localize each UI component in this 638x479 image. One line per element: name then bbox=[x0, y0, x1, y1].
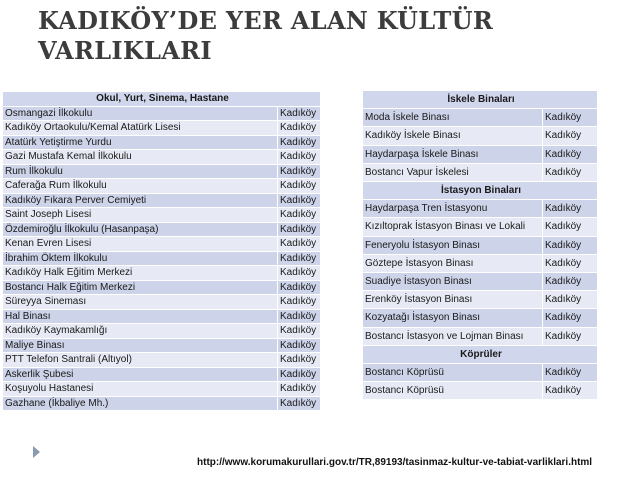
buildings-table bbox=[362, 90, 598, 400]
table-row bbox=[3, 237, 321, 252]
building-name-cell: Hal Binası bbox=[3, 309, 278, 324]
table-row bbox=[363, 145, 598, 163]
district-cell: Kadıköy bbox=[278, 396, 321, 411]
section-header: Köprüler bbox=[363, 345, 598, 363]
table-row bbox=[3, 135, 321, 150]
district-cell: Kadıköy bbox=[278, 324, 321, 339]
building-name-cell: PTT Telefon Santrali (Altıyol) bbox=[3, 353, 278, 368]
building-name-cell: Kadıköy Ortaokulu/Kemal Atatürk Lisesi bbox=[3, 121, 278, 136]
district-cell: Kadıköy bbox=[543, 218, 598, 236]
table-row bbox=[363, 218, 598, 236]
building-name-cell: Askerlik Şubesi bbox=[3, 367, 278, 382]
building-name-cell: Maliye Binası bbox=[3, 338, 278, 353]
district-cell: Kadıköy bbox=[278, 179, 321, 194]
table-row bbox=[363, 109, 598, 127]
district-cell: Kadıköy bbox=[543, 127, 598, 145]
section-header-row bbox=[363, 345, 598, 363]
table-row bbox=[3, 295, 321, 310]
building-name-cell: Gazhane (İkbaliye Mh.) bbox=[3, 396, 278, 411]
table-row bbox=[363, 364, 598, 382]
building-name-cell: Bostancı İstasyon ve Lojman Binası bbox=[363, 327, 543, 345]
district-cell: Kadıköy bbox=[278, 237, 321, 252]
section-header-row bbox=[363, 182, 598, 200]
table-row bbox=[363, 163, 598, 181]
district-cell: Kadıköy bbox=[278, 121, 321, 136]
district-cell: Kadıköy bbox=[278, 164, 321, 179]
table-row bbox=[3, 396, 321, 411]
table-row bbox=[3, 179, 321, 194]
district-cell: Kadıköy bbox=[278, 309, 321, 324]
district-cell: Kadıköy bbox=[543, 291, 598, 309]
table-row bbox=[3, 106, 321, 121]
district-cell: Kadıköy bbox=[543, 273, 598, 291]
building-name-cell: Suadiye İstasyon Binası bbox=[363, 273, 543, 291]
table-row bbox=[3, 150, 321, 165]
building-name-cell: Saint Joseph Lisesi bbox=[3, 208, 278, 223]
district-cell: Kadıköy bbox=[278, 135, 321, 150]
building-name-cell: Haydarpaşa Tren İstasyonu bbox=[363, 200, 543, 218]
district-cell: Kadıköy bbox=[278, 295, 321, 310]
table-row bbox=[3, 208, 321, 223]
building-name-cell: İbrahim Öktem İlkokulu bbox=[3, 251, 278, 266]
table-row bbox=[3, 367, 321, 382]
district-cell: Kadıköy bbox=[543, 382, 598, 400]
building-name-cell: Süreyya Sineması bbox=[3, 295, 278, 310]
page-title-line-1: KADIKÖY’DE YER ALAN KÜLTÜR bbox=[38, 6, 494, 35]
table-row bbox=[3, 353, 321, 368]
table-row bbox=[363, 327, 598, 345]
district-cell: Kadıköy bbox=[278, 251, 321, 266]
district-cell: Kadıköy bbox=[543, 327, 598, 345]
building-name-cell: Gazi Mustafa Kemal İlkokulu bbox=[3, 150, 278, 165]
schools-table bbox=[2, 91, 321, 411]
district-cell: Kadıköy bbox=[278, 208, 321, 223]
building-name-cell: Koşuyolu Hastanesi bbox=[3, 382, 278, 397]
building-name-cell: Feneryolu İstasyon Binası bbox=[363, 236, 543, 254]
district-cell: Kadıköy bbox=[543, 364, 598, 382]
district-cell: Kadıköy bbox=[543, 163, 598, 181]
table-row bbox=[363, 309, 598, 327]
building-name-cell: Moda İskele Binası bbox=[363, 109, 543, 127]
district-cell: Kadıköy bbox=[278, 280, 321, 295]
building-name-cell: Haydarpaşa İskele Binası bbox=[363, 145, 543, 163]
district-cell: Kadıköy bbox=[543, 309, 598, 327]
building-name-cell: Özdemiroğlu İlkokulu (Hasanpaşa) bbox=[3, 222, 278, 237]
building-name-cell: Caferağa Rum İlkokulu bbox=[3, 179, 278, 194]
district-cell: Kadıköy bbox=[543, 109, 598, 127]
table-row bbox=[363, 382, 598, 400]
building-name-cell: Bostancı Köprüsü bbox=[363, 382, 543, 400]
table-row bbox=[3, 309, 321, 324]
section-header-row bbox=[363, 91, 598, 109]
district-cell: Kadıköy bbox=[278, 382, 321, 397]
district-cell: Kadıköy bbox=[278, 266, 321, 281]
building-name-cell: Kadıköy İskele Binası bbox=[363, 127, 543, 145]
table-row bbox=[3, 121, 321, 136]
table-row bbox=[3, 193, 321, 208]
building-name-cell: Kenan Evren Lisesi bbox=[3, 237, 278, 252]
table-row bbox=[3, 164, 321, 179]
table-row bbox=[3, 266, 321, 281]
table-row bbox=[3, 280, 321, 295]
district-cell: Kadıköy bbox=[543, 200, 598, 218]
table-row bbox=[3, 338, 321, 353]
building-name-cell: Osmangazi İlkokulu bbox=[3, 106, 278, 121]
table-header: Okul, Yurt, Sinema, Hastane bbox=[3, 92, 321, 107]
district-cell: Kadıköy bbox=[278, 367, 321, 382]
building-name-cell: Kadıköy Kaymakamlığı bbox=[3, 324, 278, 339]
building-name-cell: Kozyatağı İstasyon Binası bbox=[363, 309, 543, 327]
page-title bbox=[38, 6, 598, 66]
table-row bbox=[363, 200, 598, 218]
page-title-line-2: VARLIKLARI bbox=[38, 36, 212, 65]
district-cell: Kadıköy bbox=[278, 353, 321, 368]
table-row bbox=[363, 127, 598, 145]
source-url: http://www.korumakurullari.gov.tr/TR,89193/tasinmaz-kultur-ve-tabiat-varliklari.html bbox=[197, 457, 593, 468]
section-header: İstasyon Binaları bbox=[363, 182, 598, 200]
table-row bbox=[3, 222, 321, 237]
district-cell: Kadıköy bbox=[278, 106, 321, 121]
district-cell: Kadıköy bbox=[278, 222, 321, 237]
bullet-arrow-icon bbox=[33, 446, 40, 458]
building-name-cell: Kadıköy Halk Eğitim Merkezi bbox=[3, 266, 278, 281]
building-name-cell: Rum İlkokulu bbox=[3, 164, 278, 179]
table-header-row bbox=[3, 92, 321, 107]
table-row bbox=[363, 254, 598, 272]
building-name-cell: Bostancı Köprüsü bbox=[363, 364, 543, 382]
table-row bbox=[3, 251, 321, 266]
district-cell: Kadıköy bbox=[543, 254, 598, 272]
table-row bbox=[363, 236, 598, 254]
building-name-cell: Göztepe İstasyon Binası bbox=[363, 254, 543, 272]
building-name-cell: Bostancı Vapur İskelesi bbox=[363, 163, 543, 181]
building-name-cell: Erenköy İstasyon Binası bbox=[363, 291, 543, 309]
table-row bbox=[3, 324, 321, 339]
table-row bbox=[363, 273, 598, 291]
district-cell: Kadıköy bbox=[543, 236, 598, 254]
building-name-cell: Atatürk Yetiştirme Yurdu bbox=[3, 135, 278, 150]
section-header: İskele Binaları bbox=[363, 91, 598, 109]
building-name-cell: Bostancı Halk Eğitim Merkezi bbox=[3, 280, 278, 295]
building-name-cell: Kadıköy Fıkara Perver Cemiyeti bbox=[3, 193, 278, 208]
district-cell: Kadıköy bbox=[278, 150, 321, 165]
district-cell: Kadıköy bbox=[543, 145, 598, 163]
table-row bbox=[3, 382, 321, 397]
table-row bbox=[363, 291, 598, 309]
district-cell: Kadıköy bbox=[278, 193, 321, 208]
building-name-cell: Kızıltoprak İstasyon Binası ve Lokali bbox=[363, 218, 543, 236]
district-cell: Kadıköy bbox=[278, 338, 321, 353]
